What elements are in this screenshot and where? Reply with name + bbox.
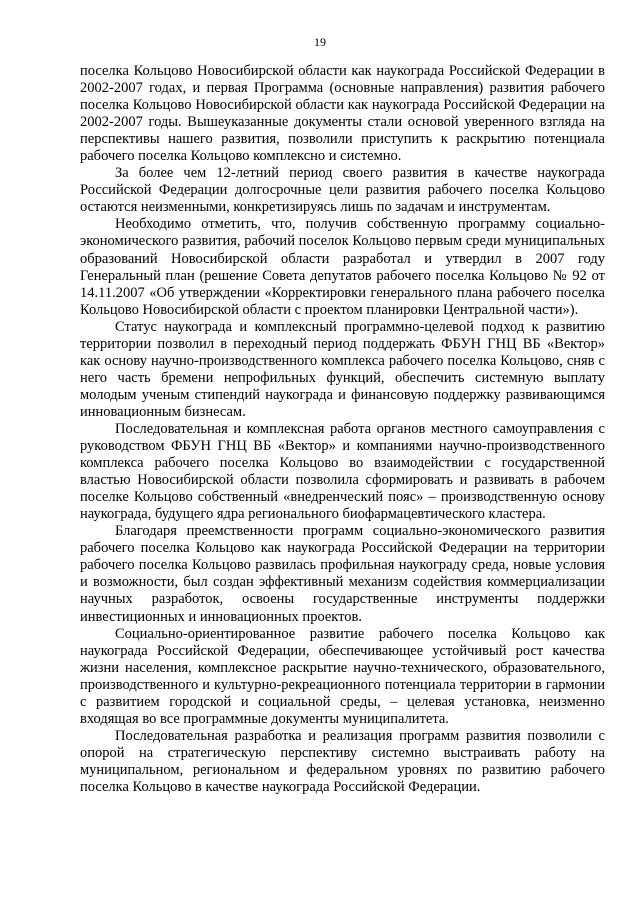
paragraph-2: За более чем 12-летний период своего развития в качестве наукограда Российской Федерации долгосрочные цели развития рабочего поселка Кольцово остаются неизменными, конкретизируясь лишь по задачам и инструментам. (80, 165, 605, 216)
page-number: 19 (314, 35, 326, 49)
paragraph-6: Благодаря преемственности программ социально-экономического развития рабочего поселка Кольцово как наукограда Российской Федерации на территории рабочего поселка Кольцово развилась профильная наукограду среда, новые условия и возможности, был создан эффективный механизм содействия коммерциализации научных разработок, освоены государственные инструменты поддержки инвестиционных и инновационных проектов. (80, 523, 605, 625)
paragraph-5: Последовательная и комплексная работа органов местного самоуправления с руководством ФБУН ГНЦ ВБ «Вектор» и компаниями научно-производственного комплекса рабочего поселка Кольцово во взаимодействии с государственной властью Новосибирской области позволила сформировать и развивать в рабочем поселке Кольцово собственный «внедренческий пояс» – производственную основу наукограда, будущего ядра регионального биофармацевтического кластера. (80, 420, 605, 523)
paragraph-4: Статус наукограда и комплексный программно-целевой подход к развитию территории позволил в переходный период поддержать ФБУН ГНЦ ВБ «Вектор» как основу научно-производственного комплекса рабочего поселка Кольцово, сняв с него часть бремени непрофильных функций, обеспечить системную выплату молодым ученым стипендий наукограда и финансовую поддержку развивающимся инновационным бизнесам. (80, 318, 605, 420)
paragraph-8: Последовательная разработка и реализация программ развития позволили с опорой на стратегическую перспективу системно выстраивать работу на муниципальном, региональном и федеральном уровнях по развитию рабочего поселка Кольцово в качестве наукограда Российской Федерации. (80, 727, 605, 795)
paragraph-7: Социально-ориентированное развитие рабочего поселка Кольцово как наукограда Российской Федерации, обеспечивающее устойчивый рост качества жизни населения, комплексное раскрытие научно-технического, образовательного, производственного и культурно-рекреационного потенциала территории в гармонии с развитием городской и социальной среды, – целевая установка, неизменно входящая во все программные документы муниципалитета. (80, 625, 605, 727)
paragraph-1: поселка Кольцово Новосибирской области как наукограда Российской Федерации в 2002-2007 годах, и первая Программа (основные направления) развития рабочего поселка Кольцово Новосибирской области как наукограда Российской Федерации на 2002-2007 годы. Вышеуказанные документы стали основой уверенного взгляда на перспективы нашего развития, позволили приступить к раскрытию потенциала рабочего поселка Кольцово комплексно и системно. (80, 63, 605, 165)
document-body (80, 63, 605, 796)
paragraph-3: Необходимо отметить, что, получив собственную программу социально-экономического развития, рабочий поселок Кольцово первым среди муниципальных образований Новосибирской области разработал и утвердил в 2007 году Генеральный план (решение Совета депутатов рабочего поселка Кольцово № 92 от 14.11.2007 «Об утверждении «Корректировки генерального плана рабочего поселка Кольцово Новосибирской области с проектом планировки Центральной части»). (80, 216, 605, 318)
